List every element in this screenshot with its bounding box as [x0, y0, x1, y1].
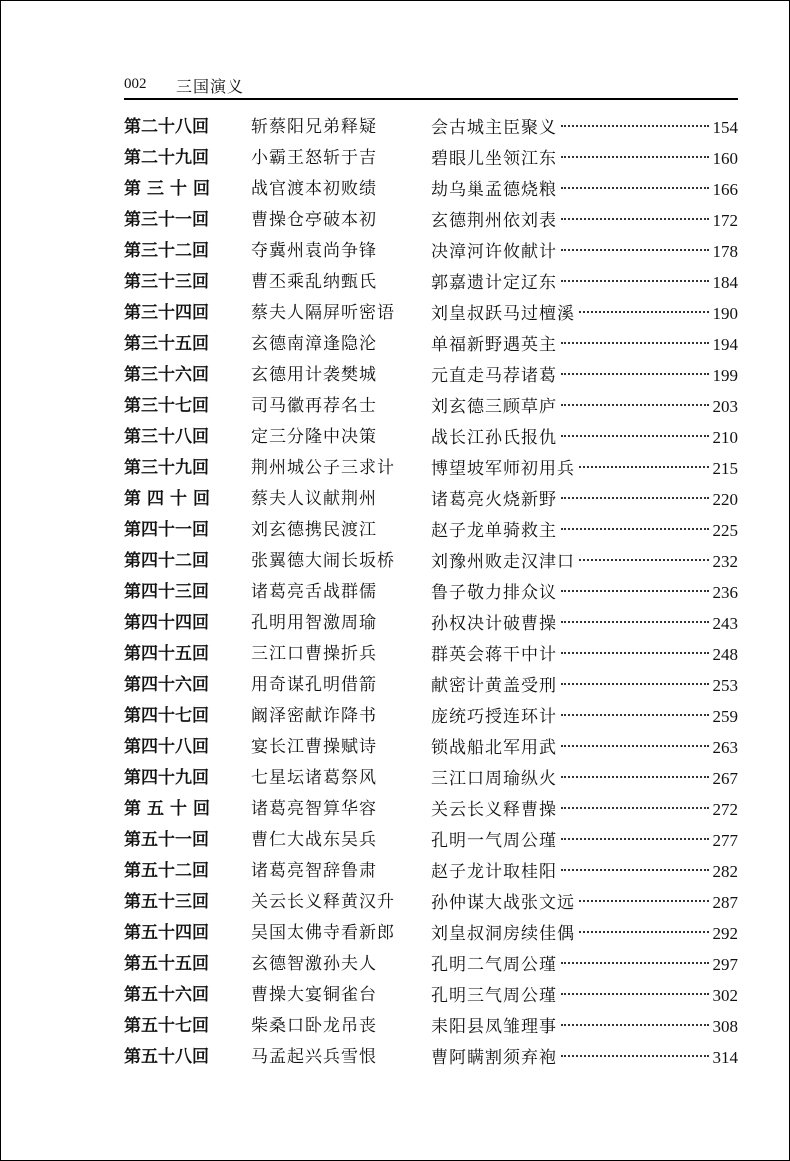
- chapter-title-second-line: 单福新野遇英主: [431, 335, 557, 355]
- chapter-number: 第四十三回: [124, 582, 209, 602]
- chapter-title-second-line: 诸葛亮火烧新野: [431, 490, 557, 510]
- chapter-title-second-line: 战长江孙氏报仇: [431, 428, 557, 448]
- chapter-number: 第二十九回: [124, 148, 209, 168]
- page-ref: 308: [712, 1017, 738, 1036]
- chapter-title-second-line: 决漳河许攸献计: [431, 242, 557, 262]
- chapter-title-second-line: 刘皇叔洞房续佳偶: [431, 924, 575, 944]
- chapter-title-second-line-group: [431, 918, 738, 950]
- toc-entry[interactable]: [124, 205, 738, 236]
- dot-leader: [561, 869, 709, 871]
- dot-leader: [561, 745, 709, 747]
- toc-entry[interactable]: [124, 577, 738, 608]
- dot-leader: [561, 776, 709, 778]
- page-ref: 178: [712, 242, 738, 261]
- chapter-title-second-line-group: [431, 329, 738, 361]
- chapter-title-first-line: 玄德智激孙夫人: [251, 954, 377, 974]
- chapter-number: 第二十八回: [124, 117, 209, 137]
- table-of-contents: [124, 112, 738, 1073]
- dot-leader: [561, 435, 709, 437]
- chapter-title-second-line: 赵子龙单骑救主: [431, 521, 557, 541]
- page-ref: 302: [712, 986, 738, 1005]
- page-ref: 292: [712, 924, 738, 943]
- chapter-title-second-line-group: [431, 1011, 738, 1043]
- chapter-title-first-line: 夺冀州袁尚争锋: [251, 241, 377, 261]
- page-ref: 172: [712, 211, 738, 230]
- chapter-title-first-line: 曹丕乘乱纳甄氏: [251, 272, 377, 292]
- page-ref: 243: [712, 614, 738, 633]
- page-ref: 236: [712, 583, 738, 602]
- chapter-title-first-line: 斩蔡阳兄弟释疑: [251, 117, 377, 137]
- chapter-title-second-line-group: [431, 980, 738, 1012]
- toc-entry[interactable]: [124, 329, 738, 360]
- chapter-title-first-line: 曹操大宴铜雀台: [251, 985, 377, 1005]
- page-ref: 253: [712, 676, 738, 695]
- chapter-title-second-line-group: [431, 670, 738, 702]
- chapter-title-second-line-group: [431, 236, 738, 268]
- chapter-title-first-line: 定三分隆中决策: [251, 427, 377, 447]
- chapter-number: 第五十二回: [124, 861, 209, 881]
- chapter-number: 第四十回: [124, 489, 216, 509]
- chapter-title-second-line-group: [431, 298, 738, 330]
- chapter-title-first-line: 蔡夫人隔屏听密语: [251, 303, 395, 323]
- chapter-number: 第五十八回: [124, 1047, 209, 1067]
- dot-leader: [561, 497, 709, 499]
- chapter-number: 第三十八回: [124, 427, 209, 447]
- chapter-number: 第三十五回: [124, 334, 209, 354]
- chapter-title-second-line: 曹阿瞒割须弃袍: [431, 1048, 557, 1068]
- chapter-title-second-line: 元直走马荐诸葛: [431, 366, 557, 386]
- page-ref: 199: [712, 366, 738, 385]
- chapter-title-second-line: 三江口周瑜纵火: [431, 769, 557, 789]
- chapter-title-first-line: 玄德用计袭樊城: [251, 365, 377, 385]
- page-ref: 215: [712, 459, 738, 478]
- page-ref: 282: [712, 862, 738, 881]
- chapter-number: 第五十回: [124, 799, 216, 819]
- chapter-title-first-line: 蔡夫人议献荆州: [251, 489, 377, 509]
- dot-leader: [561, 1055, 709, 1057]
- chapter-title-first-line: 宴长江曹操赋诗: [251, 737, 377, 757]
- toc-entry[interactable]: [124, 422, 738, 453]
- toc-entry[interactable]: [124, 763, 738, 794]
- page-ref: 194: [712, 335, 738, 354]
- toc-entry[interactable]: [124, 825, 738, 856]
- toc-entry[interactable]: [124, 174, 738, 205]
- page-ref: 166: [712, 180, 738, 199]
- chapter-title-second-line-group: [431, 484, 738, 516]
- book-title: 三国演义: [176, 77, 245, 96]
- page-ref: 314: [712, 1048, 738, 1067]
- dot-leader: [561, 373, 709, 375]
- toc-entry[interactable]: [124, 143, 738, 174]
- chapter-title-second-line: 孙仲谋大战张文远: [431, 893, 575, 913]
- chapter-number: 第四十一回: [124, 520, 209, 540]
- toc-entry[interactable]: [124, 670, 738, 701]
- toc-entry[interactable]: [124, 298, 738, 329]
- chapter-title-first-line: 张翼德大闹长坂桥: [251, 551, 395, 571]
- page-ref: 210: [712, 428, 738, 447]
- chapter-title-second-line: 郭嘉遗计定辽东: [431, 273, 557, 293]
- dot-leader: [579, 559, 709, 561]
- chapter-title-second-line-group: [431, 112, 738, 144]
- chapter-title-first-line: 小霸王怒斩于吉: [251, 148, 377, 168]
- dot-leader: [561, 590, 709, 592]
- chapter-title-second-line: 刘豫州败走汉津口: [431, 552, 575, 572]
- chapter-title-first-line: 马孟起兴兵雪恨: [251, 1047, 377, 1067]
- chapter-title-first-line: 曹仁大战东吴兵: [251, 830, 377, 850]
- running-header: [124, 72, 738, 96]
- chapter-number: 第三十九回: [124, 458, 209, 478]
- toc-entry[interactable]: [124, 887, 738, 918]
- chapter-title-second-line-group: [431, 515, 738, 547]
- page-ref: 287: [712, 893, 738, 912]
- chapter-title-second-line: 刘玄德三顾草庐: [431, 397, 557, 417]
- chapter-number: 第三十一回: [124, 210, 209, 230]
- page-ref: 203: [712, 397, 738, 416]
- chapter-title-second-line-group: [431, 205, 738, 237]
- toc-entry[interactable]: [124, 639, 738, 670]
- dot-leader: [579, 466, 709, 468]
- dot-leader: [561, 156, 709, 158]
- toc-entry[interactable]: [124, 453, 738, 484]
- chapter-title-second-line: 群英会蒋干中计: [431, 645, 557, 665]
- chapter-title-second-line-group: [431, 546, 738, 578]
- chapter-title-first-line: 诸葛亮智辞鲁肃: [251, 861, 377, 881]
- chapter-title-first-line: 诸葛亮智算华容: [251, 799, 377, 819]
- chapter-title-second-line: 孔明一气周公瑾: [431, 831, 557, 851]
- page-ref: 277: [712, 831, 738, 850]
- chapter-number: 第四十二回: [124, 551, 209, 571]
- page-ref: 190: [712, 304, 738, 323]
- dot-leader: [561, 218, 709, 220]
- dot-leader: [561, 342, 709, 344]
- toc-entry[interactable]: [124, 918, 738, 949]
- toc-entry[interactable]: [124, 608, 738, 639]
- chapter-title-second-line-group: [431, 577, 738, 609]
- dot-leader: [561, 1024, 709, 1026]
- toc-entry[interactable]: [124, 1011, 738, 1042]
- toc-entry[interactable]: [124, 949, 738, 980]
- chapter-title-second-line-group: [431, 732, 738, 764]
- chapter-title-second-line: 孔明三气周公瑾: [431, 986, 557, 1006]
- chapter-number: 第三十三回: [124, 272, 209, 292]
- page-ref: 232: [712, 552, 738, 571]
- chapter-title-second-line: 孔明二气周公瑾: [431, 955, 557, 975]
- page-ref: 225: [712, 521, 738, 540]
- chapter-number: 第四十六回: [124, 675, 209, 695]
- toc-entry[interactable]: [124, 980, 738, 1011]
- chapter-number: 第三十七回: [124, 396, 209, 416]
- chapter-title-second-line-group: [431, 949, 738, 981]
- chapter-title-second-line: 赵子龙计取桂阳: [431, 862, 557, 882]
- toc-entry[interactable]: [124, 732, 738, 763]
- toc-entry[interactable]: [124, 515, 738, 546]
- chapter-title-second-line-group: [431, 422, 738, 454]
- chapter-title-second-line: 会古城主臣聚义: [431, 118, 557, 138]
- chapter-title-second-line: 孙权决计破曹操: [431, 614, 557, 634]
- chapter-title-second-line-group: [431, 887, 738, 919]
- chapter-title-first-line: 刘玄德携民渡江: [251, 520, 377, 540]
- chapter-number: 第五十七回: [124, 1016, 209, 1036]
- chapter-number: 第四十四回: [124, 613, 209, 633]
- chapter-number: 第三十四回: [124, 303, 209, 323]
- chapter-title-first-line: 用奇谋孔明借箭: [251, 675, 377, 695]
- chapter-title-second-line: 博望坡军师初用兵: [431, 459, 575, 479]
- chapter-number: 第四十五回: [124, 644, 209, 664]
- chapter-title-first-line: 曹操仓亭破本初: [251, 210, 377, 230]
- page-ref: 297: [712, 955, 738, 974]
- toc-entry[interactable]: [124, 236, 738, 267]
- page-number: 002: [124, 76, 147, 92]
- chapter-title-second-line-group: [431, 794, 738, 826]
- toc-entry[interactable]: [124, 856, 738, 887]
- toc-entry[interactable]: [124, 391, 738, 422]
- chapter-number: 第五十三回: [124, 892, 209, 912]
- chapter-title-first-line: 荆州城公子三求计: [251, 458, 395, 478]
- page-ref: 184: [712, 273, 738, 292]
- toc-entry[interactable]: [124, 794, 738, 825]
- page-ref: 154: [712, 118, 738, 137]
- dot-leader: [561, 683, 709, 685]
- chapter-title-second-line: 锁战船北军用武: [431, 738, 557, 758]
- chapter-title-second-line: 鲁子敬力排众议: [431, 583, 557, 603]
- chapter-title-second-line: 献密计黄盖受刑: [431, 676, 557, 696]
- page-ref: 272: [712, 800, 738, 819]
- chapter-title-second-line: 玄德荆州依刘表: [431, 211, 557, 231]
- chapter-title-first-line: 三江口曹操折兵: [251, 644, 377, 664]
- page-ref: 160: [712, 149, 738, 168]
- dot-leader: [579, 311, 709, 313]
- toc-entry[interactable]: [124, 484, 738, 515]
- chapter-title-second-line-group: [431, 1042, 738, 1074]
- page-ref: 259: [712, 707, 738, 726]
- chapter-number: 第五十五回: [124, 954, 209, 974]
- dot-leader: [561, 621, 709, 623]
- chapter-title-first-line: 玄德南漳逢隐沦: [251, 334, 377, 354]
- chapter-number: 第五十一回: [124, 830, 209, 850]
- chapter-title-first-line: 七星坛诸葛祭风: [251, 768, 377, 788]
- chapter-title-first-line: 关云长义释黄汉升: [251, 892, 395, 912]
- toc-entry[interactable]: [124, 267, 738, 298]
- page-ref: 263: [712, 738, 738, 757]
- chapter-title-first-line: 吴国太佛寺看新郎: [251, 923, 395, 943]
- dot-leader: [561, 404, 709, 406]
- dot-leader: [561, 962, 709, 964]
- page-ref: 248: [712, 645, 738, 664]
- chapter-title-second-line-group: [431, 267, 738, 299]
- chapter-title-second-line-group: [431, 391, 738, 423]
- chapter-title-second-line: 劫乌巢孟德烧粮: [431, 180, 557, 200]
- dot-leader: [579, 900, 709, 902]
- dot-leader: [561, 838, 709, 840]
- toc-entry[interactable]: [124, 546, 738, 577]
- chapter-title-second-line-group: [431, 174, 738, 206]
- page-ref: 220: [712, 490, 738, 509]
- chapter-title-second-line-group: [431, 143, 738, 175]
- chapter-title-first-line: 阚泽密献诈降书: [251, 706, 377, 726]
- chapter-number: 第四十九回: [124, 768, 209, 788]
- header-rule: [124, 98, 738, 100]
- chapter-title-second-line: 关云长义释曹操: [431, 800, 557, 820]
- chapter-number: 第三十回: [124, 179, 216, 199]
- toc-entry[interactable]: [124, 701, 738, 732]
- chapter-title-second-line-group: [431, 825, 738, 857]
- chapter-title-first-line: 司马徽再荐名士: [251, 396, 377, 416]
- chapter-title-second-line-group: [431, 763, 738, 795]
- chapter-title-first-line: 战官渡本初败绩: [251, 179, 377, 199]
- dot-leader: [561, 993, 709, 995]
- chapter-number: 第五十四回: [124, 923, 209, 943]
- chapter-title-second-line-group: [431, 608, 738, 640]
- chapter-number: 第三十六回: [124, 365, 209, 385]
- chapter-number: 第三十二回: [124, 241, 209, 261]
- dot-leader: [561, 125, 709, 127]
- chapter-number: 第四十八回: [124, 737, 209, 757]
- dot-leader: [561, 249, 709, 251]
- dot-leader: [561, 187, 709, 189]
- chapter-title-second-line-group: [431, 453, 738, 485]
- chapter-title-second-line: 碧眼儿坐领江东: [431, 149, 557, 169]
- chapter-title-second-line-group: [431, 856, 738, 888]
- chapter-title-first-line: 柴桑口卧龙吊丧: [251, 1016, 377, 1036]
- chapter-number: 第五十六回: [124, 985, 209, 1005]
- dot-leader: [561, 807, 709, 809]
- chapter-title-first-line: 孔明用智激周瑜: [251, 613, 377, 633]
- chapter-title-second-line: 刘皇叔跃马过檀溪: [431, 304, 575, 324]
- dot-leader: [561, 528, 709, 530]
- chapter-title-first-line: 诸葛亮舌战群儒: [251, 582, 377, 602]
- chapter-number: 第四十七回: [124, 706, 209, 726]
- toc-entry[interactable]: [124, 112, 738, 143]
- toc-entry[interactable]: [124, 1042, 738, 1073]
- dot-leader: [561, 714, 709, 716]
- toc-entry[interactable]: [124, 360, 738, 391]
- chapter-title-second-line-group: [431, 360, 738, 392]
- dot-leader: [561, 652, 709, 654]
- dot-leader: [561, 280, 709, 282]
- chapter-title-second-line-group: [431, 639, 738, 671]
- page-ref: 267: [712, 769, 738, 788]
- dot-leader: [579, 931, 709, 933]
- chapter-title-second-line-group: [431, 701, 738, 733]
- chapter-title-second-line: 庞统巧授连环计: [431, 707, 557, 727]
- chapter-title-second-line: 耒阳县凤雏理事: [431, 1017, 557, 1037]
